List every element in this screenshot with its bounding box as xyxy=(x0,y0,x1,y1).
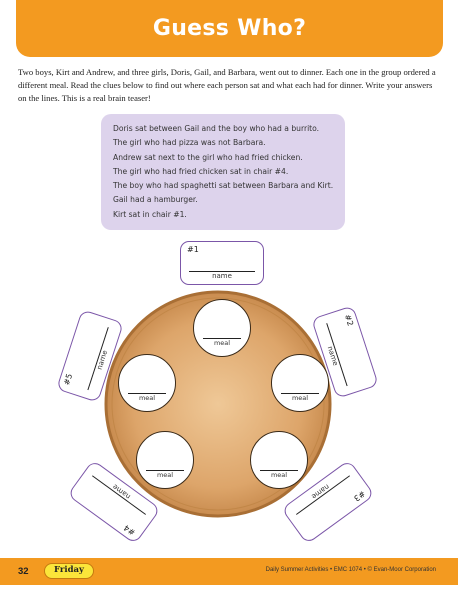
seat-label: name xyxy=(212,272,232,280)
seat-number: #5 xyxy=(62,372,75,387)
clue-item: Kirt sat in chair #1. xyxy=(113,209,187,219)
clue-item: Doris sat between Gail and the boy who had a burrito. xyxy=(113,124,320,133)
plate-label: meal xyxy=(270,471,288,479)
page-number: 32 xyxy=(18,566,29,577)
intro-paragraph: Two boys, Kirt and Andrew, and three girls, Doris, Gail, and Barbara, went out to dinner. Each one in the group ordered a different meal. Read the clues below to find out where each person sat and what each had for dinner. Write your answers on the lines. This is a real brain teaser! xyxy=(18,67,436,103)
footer-bar xyxy=(0,558,458,585)
seat-number: #1 xyxy=(187,245,199,254)
plate-3 xyxy=(250,431,308,489)
seat-label: name xyxy=(111,482,133,501)
plate-label: meal xyxy=(291,394,309,402)
clue-item: The girl who had fried chicken sat in chair #4. xyxy=(113,166,289,176)
seat-number: #3 xyxy=(352,488,367,503)
seat-label: name xyxy=(325,345,340,367)
plate-label: meal xyxy=(138,394,156,402)
seat-number: #2 xyxy=(342,313,355,328)
plate-4 xyxy=(136,431,194,489)
plate-2 xyxy=(271,354,329,412)
seat-label: name xyxy=(309,482,331,501)
plate-label: meal xyxy=(213,339,231,347)
credit-text: Daily Summer Activities • EMC 1074 • © Evan-Moor Corporation xyxy=(265,567,436,573)
clue-item: Gail had a hamburger. xyxy=(113,195,198,205)
plate-1 xyxy=(193,299,251,357)
clue-item: Andrew sat next to the girl who had fried chicken. xyxy=(113,152,303,162)
day-badge: Friday xyxy=(44,563,94,579)
clue-item: The girl who had pizza was not Barbara. xyxy=(113,138,266,148)
seat-number: #4 xyxy=(122,522,138,538)
page-title: Guess Who? xyxy=(152,16,307,41)
plate-5 xyxy=(118,354,176,412)
plate-label: meal xyxy=(156,471,174,479)
clue-item: The boy who had spaghetti sat between Barbara and Kirt. xyxy=(113,181,334,191)
seat-card-1 xyxy=(180,241,264,285)
seat-label: name xyxy=(95,349,110,371)
